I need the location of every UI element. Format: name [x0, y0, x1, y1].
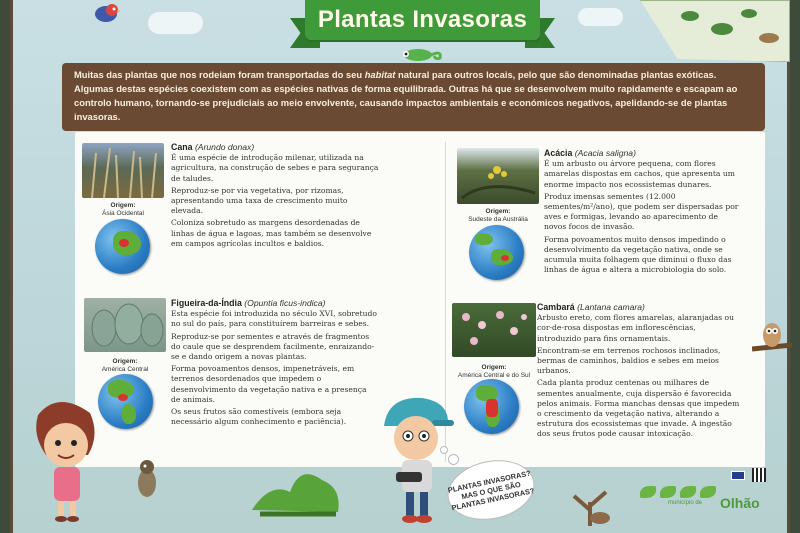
cana-origin	[84, 202, 162, 218]
acacia-entry	[544, 148, 742, 277]
plant-scientific-name: (Acacia saligna)	[574, 148, 636, 158]
chameleon-illustration	[398, 46, 446, 64]
plant-scientific-name: (Opuntia ficus-indica)	[244, 298, 326, 308]
intro-text-continued: natural para outros locais, pelo que são denominadas plantas exóticas. Algumas destas espécies coexistem com as espécies nativas de forma equilibrada. Outras há que se desenvolvem muito rapidamente e escapam ao controlo humano, tornando-se prejudiciais ao meio envolvente, causando impactos ambientais e económicos negativos, apelidando-se de plantas invasoras.	[74, 69, 738, 122]
plant-description: Forma povoamentos muito densos impedindo o desenvolvimento da vegetação nativa, onde se acumula muita folhagem que diminui o fluxo das linhas de água e altera a microbiologia do solo.	[544, 234, 732, 275]
cambara-entry	[537, 302, 742, 442]
thought-dot	[440, 446, 448, 454]
plant-description: É uma espécie de introdução milenar, utilizada na agricultura, na construção de sebes e para segurança de taludes.	[171, 153, 379, 183]
qr-code-icon	[752, 468, 766, 482]
globe-icon	[95, 219, 150, 274]
origin-label: Origem:	[112, 358, 138, 365]
logo-subtitle: município de	[668, 500, 703, 506]
boy-character-illustration	[378, 392, 456, 527]
green-rock-illustration	[250, 462, 342, 520]
speech-bubble-text: PLANTAS INVASORAS? MAS O QUE SÃO PLANTAS INVASORAS?	[446, 468, 536, 512]
thought-dot	[448, 454, 459, 465]
cana-entry	[171, 142, 381, 251]
plant-name: Cambará	[537, 302, 575, 312]
origin-label: Origem:	[110, 202, 136, 209]
plant-scientific-name: (Arundo donax)	[194, 142, 255, 152]
origin-value: América Central e do Sul	[457, 372, 531, 379]
plant-name: Figueira-da-Índia	[171, 298, 242, 308]
plant-description: Os seus frutos são comestíveis (embora seja necessário algum conhecimento e paciência).	[171, 407, 347, 427]
origin-value: América Central	[101, 366, 149, 373]
plant-description: É um arbusto ou árvore pequena, com flores amarelas dispostas em cachos, que apresenta um enorme impacto nos ecossistemas dunares.	[544, 159, 735, 189]
intro-text: Muitas das plantas que nos rodeiam foram transportadas do seu	[74, 69, 365, 80]
acacia-photo	[457, 148, 539, 204]
plant-description: Cada planta produz centenas ou milhares de sementes anualmente, cuja dispersão é favorecida pelos animais. Forma manchas densas que impedem o crescimento da vegetação nativa, alterando a estrutura dos ecossistemas que invade. A ingestão dos seus frutos pode causar intoxicação.	[537, 378, 740, 439]
plant-description: Encontram-se em terrenos rochosos inclinados, bermas de caminhos, baldios e sebes em meios urbanos.	[537, 345, 721, 376]
plant-name: Acácia	[544, 148, 573, 158]
plant-description: Esta espécie foi introduzida no século XVI, sobretudo no sul do país, para constituírem barreiras e sebes.	[171, 309, 377, 329]
intro-italic-word: habitat	[364, 69, 396, 80]
plant-description: Forma povoamentos densos, impenetráveis, em terrenos desordenados que impedem o desenvolvimento da vegetação nativa e a presença de animais.	[171, 364, 367, 404]
girl-character-illustration	[28, 395, 108, 525]
figueira-photo	[84, 298, 166, 352]
acacia-origin	[455, 208, 541, 224]
cloud-decoration	[578, 8, 623, 26]
cana-photo	[82, 143, 164, 198]
plant-name: Cana	[171, 142, 193, 152]
cloud-decoration	[148, 12, 203, 34]
page-title: Plantas Invasoras	[317, 6, 528, 33]
origin-label: Origem:	[485, 208, 511, 215]
small-bird-illustration	[134, 455, 160, 500]
cambara-origin	[449, 364, 539, 380]
plant-description: Produz imensas sementes (12.000 sementes/m²/ano), que podem ser dispersadas por aves e formigas, levando ao aparecimento de novos focos de invasão.	[544, 191, 739, 232]
intro-text-box	[62, 63, 765, 131]
origin-value: Ásia Ocidental	[102, 210, 144, 217]
plant-description: Reproduz-se por sementes e através de fragmentos do caule que se desprendem facilmente, enraizando-se e dando origem a novas plantas.	[171, 331, 375, 362]
tree-illustration	[560, 482, 620, 526]
globe-icon	[469, 225, 524, 280]
plant-description: Arbusto ereto, com flores amarelas, alaranjadas ou cor-de-rosa dispostas em inflorescências, introduzido para fins ornamentais.	[537, 313, 735, 343]
figueira-origin	[84, 358, 166, 374]
plant-description: Reproduz-se por via vegetativa, por rizomas, apresentando uma taxa de crescimento muito elevada.	[171, 185, 348, 216]
owl-on-branch-illustration	[752, 315, 792, 355]
origin-value: Sudeste da Austrália	[468, 216, 528, 223]
cambara-photo	[452, 303, 536, 357]
bird-illustration	[92, 2, 120, 24]
plant-scientific-name: (Lantana camara)	[577, 302, 645, 312]
figueira-entry	[171, 298, 377, 429]
logo-brand: Olhão	[720, 495, 760, 511]
plant-description: Coloniza sobretudo as margens desordenadas de linhas de água e lagoas, mas também se desenvolve em campos agrícolas incultos e baldios.	[171, 218, 372, 248]
uk-flag-icon	[731, 471, 745, 480]
globe-icon	[464, 379, 519, 434]
origin-label: Origem:	[481, 364, 507, 371]
title-ribbon	[305, 0, 540, 40]
